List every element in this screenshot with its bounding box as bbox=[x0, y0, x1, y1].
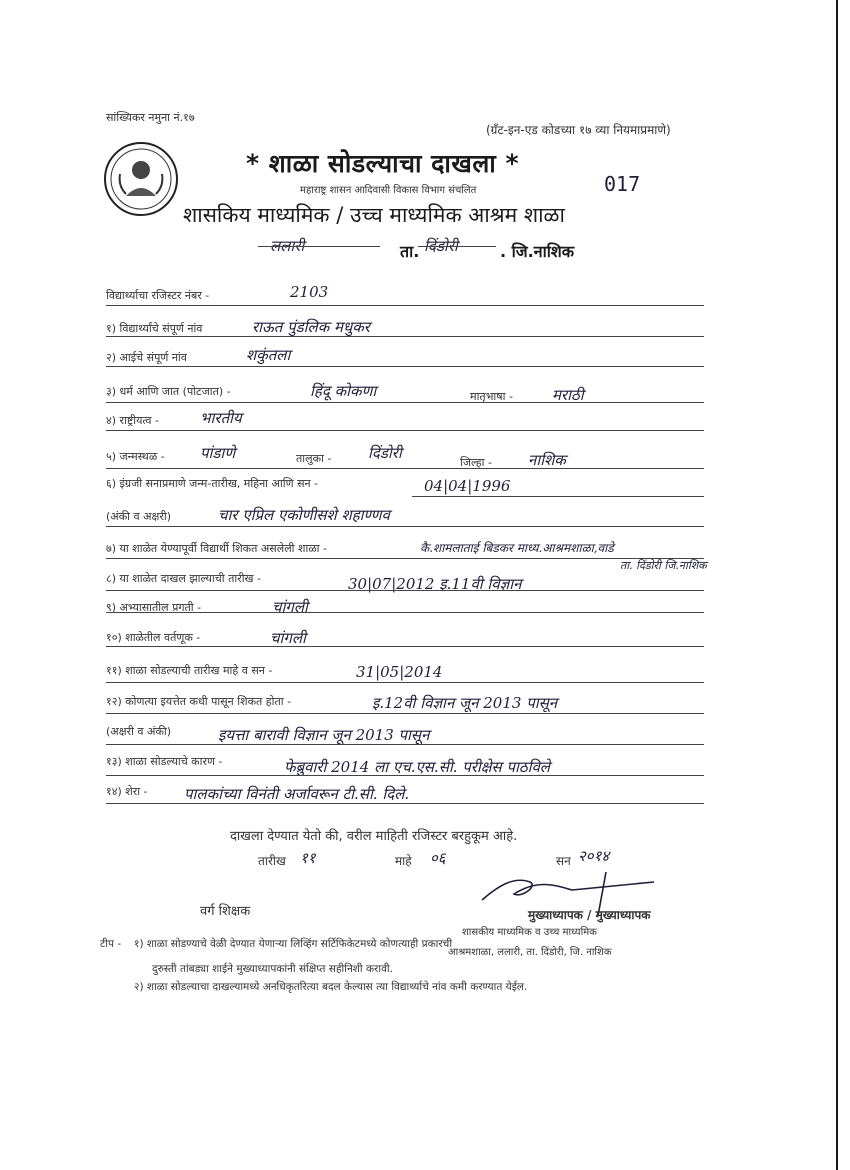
class-words-label: (अक्षरी व अंकी) bbox=[106, 725, 172, 738]
class-since-label: १२) कोणत्या इयत्तेत कधी पासून शिकत होता - bbox=[106, 695, 292, 708]
class-since-value: इ.12वी विज्ञान जून 2013 पासून bbox=[372, 694, 558, 712]
taluka-prefix: ता. bbox=[400, 242, 420, 261]
note-1-line-1: १) शाळा सोडण्याचे वेळी देण्यात येणाऱ्या लिव्हिंग सर्टिफिकेटमध्ये कोणत्याही प्रकारची bbox=[134, 938, 453, 950]
conduct-value: चांगली bbox=[270, 629, 306, 647]
headmaster-label: मुख्याध्यापक / मुख्याध्यापक bbox=[528, 908, 651, 922]
field-line-class-since bbox=[106, 713, 704, 714]
remarks-label: १४) शेरा - bbox=[106, 785, 148, 798]
name-label: १) विद्यार्थ्यांचे संपूर्ण नांव bbox=[106, 322, 203, 335]
birth-taluka-label: तालुका - bbox=[296, 452, 332, 465]
admission-value: 30|07|2012 इ.11वी विज्ञान bbox=[348, 575, 522, 593]
remarks-value: पालकांच्या विनंती अर्जावरून टी.सी. दिले. bbox=[184, 785, 410, 803]
admission-label: ८) या शाळेत दाखल झाल्याची तारीख - bbox=[106, 572, 262, 585]
note-label: टीप - bbox=[100, 938, 122, 950]
register-label: विद्यार्थ्याचा रजिस्टर नंबर - bbox=[106, 289, 210, 302]
mother-label: २) आईचे संपूर्ण नांव bbox=[106, 351, 187, 364]
mother-value: शकुंतला bbox=[246, 346, 291, 364]
field-line-nationality bbox=[106, 430, 704, 431]
seal-emblem-icon bbox=[106, 144, 176, 214]
government-seal bbox=[104, 142, 178, 216]
field-line-dob-words bbox=[106, 526, 704, 527]
date-value: ११ bbox=[300, 849, 316, 867]
dob-words-label: (अंकी व अक्षरी) bbox=[106, 510, 172, 523]
field-line-mother bbox=[106, 366, 704, 367]
field-line-name bbox=[106, 336, 704, 337]
serial-number: 017 bbox=[604, 172, 641, 196]
reason-label: १३) शाळा सोडल्याचे कारण - bbox=[106, 755, 223, 768]
field-line-religion bbox=[106, 402, 704, 403]
register-value: 2103 bbox=[290, 283, 329, 301]
field-line-reason bbox=[106, 775, 704, 776]
progress-label: ९) अभ्यासातील प्रगती - bbox=[106, 601, 202, 614]
nationality-label: ४) राष्ट्रीयत्व - bbox=[106, 414, 160, 427]
field-line-leaving-date bbox=[106, 682, 704, 683]
district-name: . जि.नाशिक bbox=[500, 242, 575, 261]
nationality-value: भारतीय bbox=[200, 409, 242, 427]
governing-body: महाराष्ट्र शासन आदिवासी विकास विभाग संचलित bbox=[300, 185, 477, 196]
progress-value: चांगली bbox=[272, 598, 308, 616]
dob-label: ६) इंग्रजी सनाप्रमाणे जन्म-तारीख, महिना आणि सन - bbox=[106, 477, 319, 490]
rule-reference: (ग्रँट-इन-एड कोडच्या १७ व्या नियमाप्रमाणे) bbox=[486, 123, 671, 137]
birth-district-value: नाशिक bbox=[528, 451, 566, 469]
leaving-date-value: 31|05|2014 bbox=[356, 663, 443, 681]
village-name: ललारी bbox=[270, 237, 305, 255]
field-line-admission bbox=[106, 590, 704, 591]
reason-value: फेब्रुवारी 2014 ला एच.एस.सी. परीक्षेस पाठविले bbox=[284, 758, 550, 776]
field-line-progress bbox=[106, 612, 704, 613]
dob-words-value: चार एप्रिल एकोणीसशे शहाण्णव bbox=[218, 506, 390, 524]
prev-school-label: ७) या शाळेत येण्यापूर्वी विद्यार्थी शिकत असलेली शाळा - bbox=[106, 542, 327, 555]
field-line-dob bbox=[412, 496, 704, 497]
month-value: ०६ bbox=[430, 849, 446, 867]
religion-value: हिंदू कोकणा bbox=[310, 382, 377, 400]
prev-school-value-2: ता. दिंडोरी जि.नाशिक bbox=[620, 559, 707, 572]
dob-value: 04|04|1996 bbox=[424, 477, 511, 495]
mother-tongue-value: मराठी bbox=[552, 386, 584, 404]
note-1-line-2: दुरुस्ती तांबड्या शाईने मुख्याध्यापकांनी संक्षिप्त सहीनिशी करावी. bbox=[152, 963, 393, 975]
field-line-register bbox=[106, 305, 704, 306]
name-value: राऊत पुंडलिक मधुकर bbox=[252, 318, 370, 336]
note-2: २) शाळा सोडल्याचा दाखल्यामध्ये अनधिकृतरित्या बदल केल्यास त्या विद्यार्थ्याचे नांव कमी करण्यात येईल. bbox=[134, 981, 528, 993]
birthplace-label: ५) जन्मस्थळ - bbox=[106, 450, 165, 463]
taluka-name: दिंडोरी bbox=[424, 237, 458, 255]
birthplace-value: पांडाणे bbox=[200, 444, 236, 462]
birth-district-label: जिल्हा - bbox=[460, 456, 492, 469]
document-title: * शाळा सोडल्याचा दाखला * bbox=[246, 149, 520, 178]
prev-school-value: कै.शामलाताई बिडकर माध्य.आश्रमशाळा,वाडे bbox=[420, 541, 614, 555]
field-line-conduct bbox=[106, 646, 704, 647]
field-line-remarks bbox=[106, 803, 704, 804]
mother-tongue-label: मातृभाषा - bbox=[470, 390, 513, 403]
date-label: तारीख bbox=[258, 854, 286, 868]
month-label: माहे bbox=[395, 854, 412, 868]
class-words-value: इयत्ता बारावी विज्ञान जून 2013 पासून bbox=[218, 726, 430, 744]
taluka-underline bbox=[418, 246, 496, 247]
conduct-label: १०) शाळेतील वर्तणूक - bbox=[106, 631, 201, 644]
year-value: २०१४ bbox=[578, 847, 610, 865]
leaving-date-label: ११) शाळा सोडल्याची तारीख माहे व सन - bbox=[106, 664, 273, 677]
village-underline bbox=[258, 246, 380, 247]
field-line-class-words bbox=[106, 744, 704, 745]
birth-taluka-value: दिंडोरी bbox=[368, 444, 402, 462]
field-line-prev-school bbox=[106, 558, 704, 559]
school-stamp-line-1: शासकीय माध्यमिक व उच्च माध्यमिक bbox=[462, 927, 597, 938]
year-label: सन bbox=[556, 854, 571, 868]
school-type: शासकिय माध्यमिक / उच्च माध्यमिक आश्रम शाळा bbox=[183, 203, 565, 227]
school-stamp-line-2: आश्रमशाळा, ललारी, ता. दिंडोरी, जि. नाशिक bbox=[448, 947, 612, 958]
form-number: सांख्यिकर नमुना नं.१७ bbox=[106, 111, 195, 124]
class-teacher-label: वर्ग शिक्षक bbox=[200, 904, 251, 919]
religion-label: ३) धर्म आणि जात (पोटजात) - bbox=[106, 385, 231, 398]
field-line-birthplace bbox=[106, 468, 704, 469]
certification-statement: दाखला देण्यात येतो की, वरील माहिती रजिस्टर बरहुकूम आहे. bbox=[230, 829, 518, 844]
